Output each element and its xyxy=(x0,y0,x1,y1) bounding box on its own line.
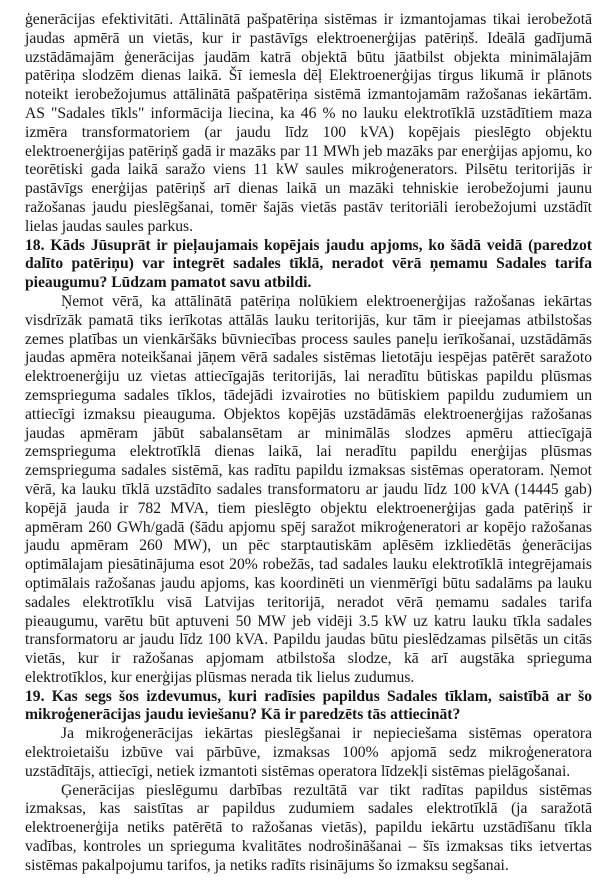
paragraph-answer-19-system-costs: Ģenerācijas pieslēgumu darbības rezultātā var tikt radītas papildus sistēmas izmaksas, kas saistītas ar papildus zudumiem sadales elektrotīklā (ja saražotā elektroenerģija netiks patērētā to ražošanas vietās), papildu iekārtu uzstādīšanu tīkla vadības, kontroles un sprieguma kvalitātes nodrošināšanai – šīs izmaksas tiks ietvertas sistēmas pakalpojumu tarifos, ja netiks radīts risinājums šo izmaksu segšanai. xyxy=(25,781,592,874)
paragraph-remote-self-consumption-continuation: ģenerācijas efektivitāti. Attālinātā pašpatēriņa sistēmas ir izmantojamas tikai ierobežotā jaudas apmērā un vietās, kur ir pastāvīgs elektroenerģijas patēriņš. Ideālā gadījumā uzstādāmajām ģenerācijas jaudām katrā objektā būtu jāatbilst objekta minimālajām patēriņa slodzēm dienas laikā. Šī iemesla dēļ Elektroenerģijas tirgus likumā ir plānots noteikt ierobežojumus attālinātā pašpatēriņa sistēmā izmantojamām ražošanas iekārtām. AS "Sadales tīkls" informācija liecina, ka 46 % no lauku elektrotīklā uzstādītiem maza izmēra transformatoriem (ar jaudu līdz 100 kVA) kopējais pieslēgto objektu elektroenerģijas patēriņš gadā ir mazāks par 11 MWh jeb mazāks par enerģijas apjomu, ko teorētiski gada laikā saražo viens 11 kW saules mikroģenerators. Pilsētu teritorijās ir pastāvīgs enerģijas patēriņš arī dienas laikā un mazāki tehniskie ierobežojumi jaunu ražošanas jaudu pieslēgšanai, tomēr šajās vietās pastāv teritoriāli ierobežojumi uzstādīt lielas jaudas saules parkus. xyxy=(25,11,592,235)
question-18-heading: 18. Kāds Jūsuprāt ir pieļaujamais kopējais jaudu apjoms, ko šādā veidā (paredzot dalīto patēriņu) var integrēt sadales tīklā, neradot vērā ņemamu Sadales tarifa pieaugumu? Lūdzam pamatot savu atbildi. xyxy=(25,236,592,292)
paragraph-answer-18: Ņemot vērā, ka attālinātā patēriņa nolūkiem elektroenerģijas ražošanas iekārtas visdrīzāk pamatā tiks ierīkotas attālās lauku teritorijās, kur tām ir pieejamas atbilstošas zemes platības un vienkāršāks būvniecības process saules paneļu ierīkošanai, uzstādāmās jaudas apmēra noteikšanai jāņem vērā sadales sistēmas lietotāju iespējas patērēt saražoto elektroenerģiju uz vietas attiecīgajās teritorijās, lai neradītu būtiskas papildu plūsmas zemsprieguma sadales tīklos, tādejādi izvairoties no būtiskiem papildu zudumiem un attiecīgi izmaksu pieauguma. Objektos kopējās uzstādāmās elektroenerģijas ražošanas jaudas apmēram jābūt sabalansētam ar minimālās slodzes apmēru attiecīgajā zemsprieguma elektrotīklā dienas laikā, lai neradītu papildu enerģijas plūsmas zemsprieguma sadales sistēmā, kas radītu papildu izmaksas sistēmas operatoram. Ņemot vērā, ka lauku tīklā uzstādīto sadales transformatoru ar jaudu līdz 100 kVA (14445 gab) kopējā jauda ir 782 MVA, tiem pieslēgto objektu elektroenerģijas gada patēriņš ir apmēram 260 GWh/gadā (šādu apjomu spēj saražot mikroģeneratori ar kopējo ražošanas jaudu apmēram 260 MW), un pēc starptautiskām aplēsēm izkliedētās ģenerācijas optimālajam piesātinājuma esot 20% robežās, tad sadales lauku elektrotīklā integrējamais optimālais ražošanas jaudu apjoms, kas koordinēti un vienmērīgi būtu sadalāms pa lauku sadales elektrotīklu visā Latvijas teritorijā, neradot vērā ņemamu sadales tarifa pieaugumu, varētu būt aptuveni 50 MW jeb vidēji 3.5 kW uz katru lauku tīkla sadales transformatoru ar jaudu līdz 100 kVA. Papildu jaudas būtu pieslēdzamas pilsētās un citās vietās, kur ir ražošanas apjomam atbilstoša slodze, kā arī augstāka sprieguma elektrotīklos, kur enerģijas plūsmas nerada tik lielus zudumus. xyxy=(25,292,592,686)
question-19-heading: 19. Kas segs šos izdevumus, kuri radīsies papildus Sadales tīklam, saistībā ar šo mikroģenerācijas jaudu ieviešanu? Kā ir paredzēts tās attiecināt? xyxy=(25,687,592,724)
paragraph-answer-19-connection-costs: Ja mikroģenerācijas iekārtas pieslēgšanai ir nepieciešama sistēmas operatora elektroietaišu izbūve vai pārbūve, izmaksas 100% apjomā sedz mikroģeneratora uzstādītājs, attiecīgi, netiek izmantoti sistēmas operatora līdzekļi sistēmas pielāgošanai. xyxy=(25,725,592,780)
